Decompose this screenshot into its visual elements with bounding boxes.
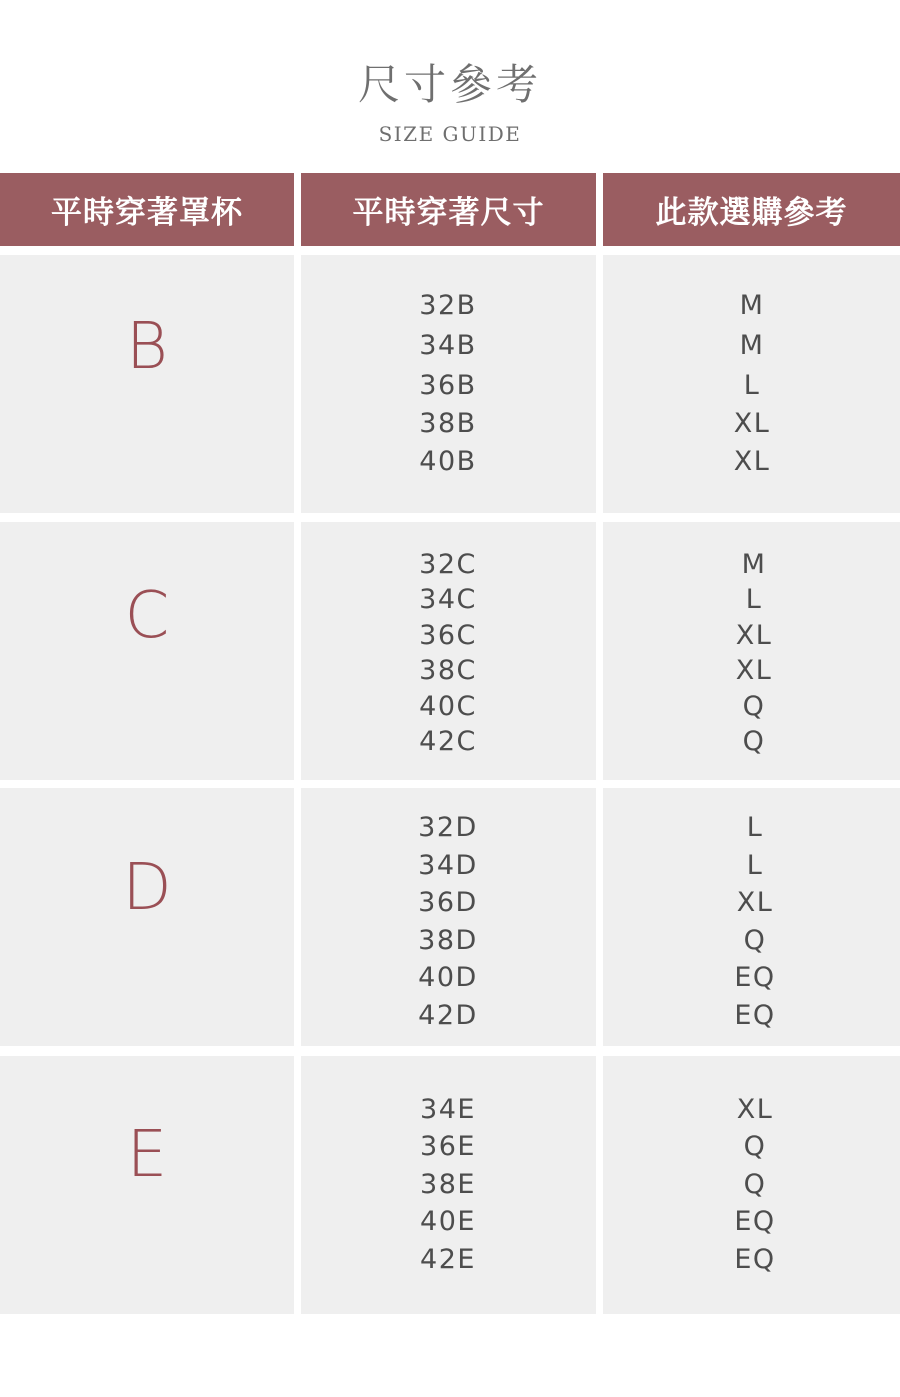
recommended-size-value: Q [743,1131,767,1162]
usual-size-value: 32B [419,290,477,321]
usual-size-value: 42C [419,726,477,757]
cup-letter: B [126,310,168,384]
usual-size-value: 36C [419,620,477,651]
usual-size-value: 34C [419,584,477,615]
recommended-size-value: XL [736,887,774,918]
recommended-size-value: XL [735,655,773,686]
usual-size-value: 32D [418,812,478,843]
usual-size-value: 36B [419,370,477,401]
recommended-size-value: XL [733,446,771,477]
recommended-size-value: Q [742,726,766,757]
usual-size-value: 34B [419,330,477,361]
usual-size-value: 36D [418,887,478,918]
usual-size-value: 38E [420,1169,476,1200]
cup-letter: C [124,579,170,653]
recommended-size-value: L [743,370,761,401]
cup-letter: E [126,1118,168,1192]
usual-size-value: 34D [418,850,478,881]
recommended-size-value: XL [735,620,773,651]
recommended-size-value: L [746,812,764,843]
recommended-size-value: EQ [734,1000,776,1031]
recommended-size-value: L [745,584,763,615]
recommended-size-value: XL [733,408,771,439]
recommended-size-value: Q [743,1169,767,1200]
recommended-size-value: M [739,330,765,361]
recommended-size-value: EQ [734,1206,776,1237]
header-usual-cup: 平時穿著罩杯 [0,173,294,246]
usual-size-value: 38B [419,408,477,439]
recommended-size-value: M [741,549,767,580]
recommended-size-value: Q [742,691,766,722]
recommended-size-value: Q [743,925,767,956]
header-recommended-size: 此款選購參考 [603,173,900,246]
header-usual-size: 平時穿著尺寸 [301,173,596,246]
cup-cell [0,255,294,513]
recommended-size-value: L [746,850,764,881]
usual-size-value: 42D [418,1000,478,1031]
recommended-size-value: XL [736,1094,774,1125]
cup-letter: D [122,851,172,925]
usual-size-value: 40D [418,962,478,993]
usual-size-value: 42E [420,1244,476,1275]
recommended-size-value: M [739,290,765,321]
usual-size-value: 40B [419,446,477,477]
usual-size-value: 34E [420,1094,476,1125]
page-title: 尺寸參考 [357,60,542,109]
recommended-size-value: EQ [734,962,776,993]
usual-size-value: 40C [419,691,477,722]
page-subtitle: SIZE GUIDE [378,122,522,146]
usual-size-value: 32C [419,549,477,580]
usual-size-value: 36E [420,1131,476,1162]
recommended-size-value: EQ [734,1244,776,1275]
usual-size-value: 40E [420,1206,476,1237]
usual-size-value: 38C [419,655,477,686]
usual-size-value: 38D [418,925,478,956]
